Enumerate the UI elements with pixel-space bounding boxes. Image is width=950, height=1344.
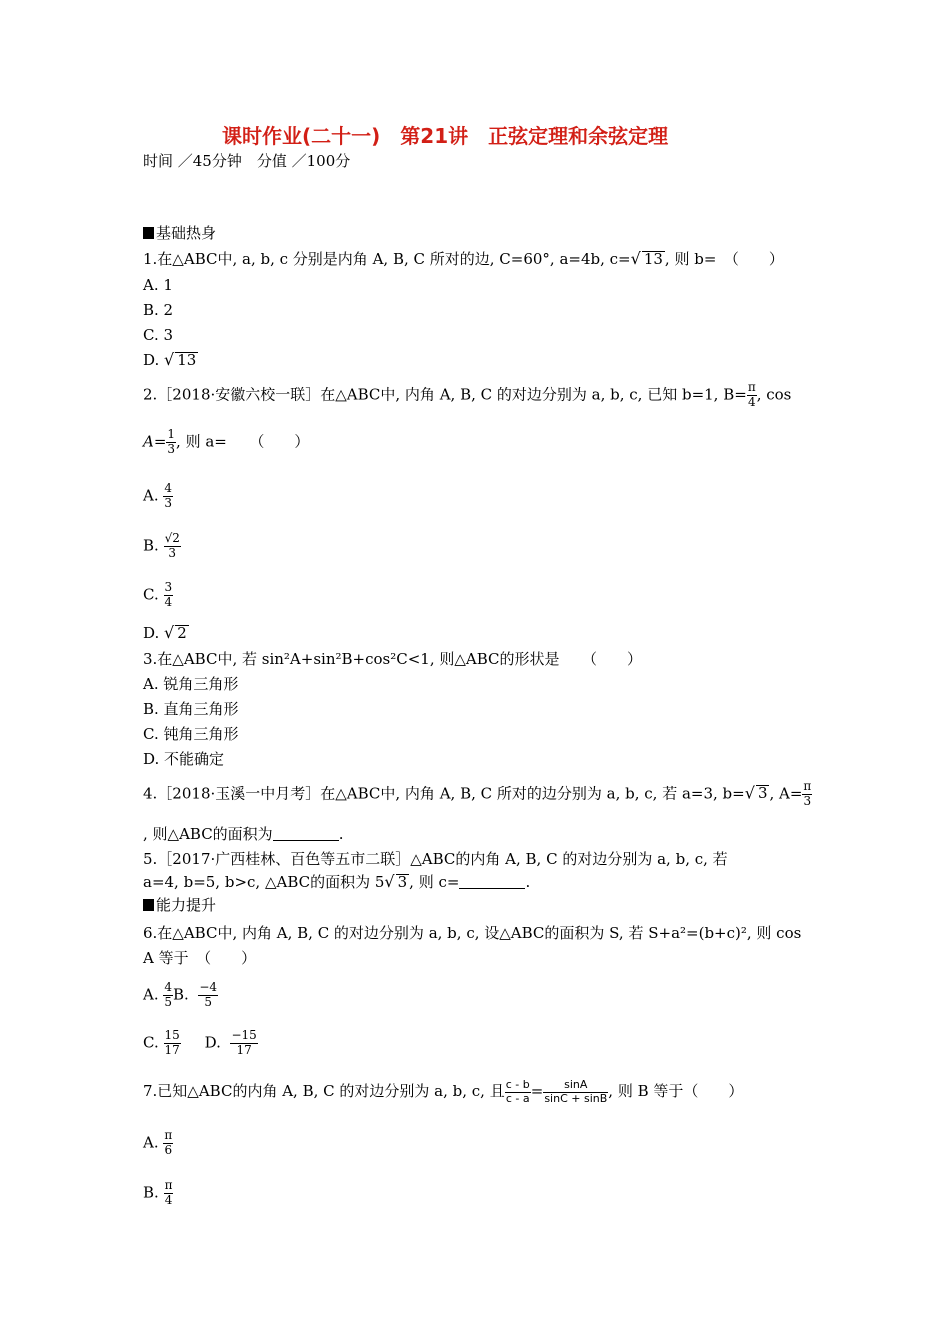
section-advanced — [143, 898, 216, 913]
page-title: 课时作业(二十一) 第21讲 正弦定理和余弦定理 — [222, 124, 669, 148]
q2-option-c: C. $\frac{3}{4}$ — [143, 580, 173, 609]
question-2-stem-line2: A= $\frac{1}{3}$ , 则 a= （ ） — [143, 427, 310, 456]
section-basic-label: 基础热身 — [156, 224, 217, 242]
q7-option-b: B. $\frac{\pi}{4}$ — [143, 1178, 173, 1207]
fraction-pi-over-4: $\frac{\pi}{4}$ — [747, 380, 756, 409]
question-5-stem-line2: a=4, b=5, b>c, △ABC的面积为 5√ 3 , 则 c= . — [143, 872, 531, 891]
answer-blank — [273, 827, 339, 841]
time-score-meta: 时间 ／45分钟 分值 ／100分 — [143, 152, 351, 170]
sqrt-13: 13 — [643, 250, 663, 268]
q3-option-c: C. 钝角三角形 — [143, 725, 239, 743]
question-3-stem: 3.在△ABC中, 若 sin²A+sin²B+cos²C<1, 则△ABC的形状是 （ ） — [143, 650, 643, 668]
q2-option-d: D. √ 2 — [143, 623, 187, 642]
section-marker-icon — [143, 899, 154, 911]
answer-blank — [459, 875, 525, 889]
q1-option-a: A. 1 — [143, 276, 173, 294]
q2-option-b: B. $\frac{√2}{3}$ — [143, 531, 180, 560]
q3-option-a: A. 锐角三角形 — [143, 675, 239, 693]
q1-option-d: D. √ 13 — [143, 350, 197, 369]
q3-option-d: D. 不能确定 — [143, 750, 225, 768]
question-4-stem: 4.［2018·玉溪一中月考］在△ABC中, 内角 A, B, C 所对的边分别为 a, b, c, 若 a=3, b=√ 3 , A= $\frac{\pi}{3}$ — [143, 779, 812, 808]
question-1-stem: 1.在△ABC中, a, b, c 分别是内角 A, B, C 所对的边, C=60°, a=4b, c=√ 13 , 则 b= （ ） — [143, 249, 784, 268]
q2-option-a: A. $\frac{4}{3}$ — [143, 481, 173, 510]
question-6-stem-line2: A 等于 （ ） — [143, 949, 257, 967]
question-5-stem: 5.［2017·广西桂林、百色等五市二联］△ABC的内角 A, B, C 的对边分别为 a, b, c, 若 — [143, 850, 728, 868]
question-4-stem-line2: , 则△ABC的面积为 . — [143, 825, 344, 843]
q7-option-a: A. $\frac{\pi}{6}$ — [143, 1128, 173, 1157]
section-marker-icon — [143, 227, 154, 239]
question-6-stem: 6.在△ABC中, 内角 A, B, C 的对边分别为 a, b, c, 设△ABC的面积为 S, 若 S+a²=(b+c)², 则 cos — [143, 924, 802, 942]
q6-options-cd: C. $\frac{15}{17}$ D. $\frac{-15}{17}$ — [143, 1028, 257, 1057]
q1-option-c: C. 3 — [143, 326, 174, 344]
section-advanced-label: 能力提升 — [156, 896, 217, 914]
question-2-stem: 2.［2018·安徽六校一联］在△ABC中, 内角 A, B, C 的对边分别为 a, b, c, 已知 b=1, B= $\frac{\pi}{4}$ , cos — [143, 380, 792, 409]
fraction-1-over-3: $\frac{1}{3}$ — [167, 427, 176, 456]
question-7-stem: 7.已知△ABC的内角 A, B, C 的对边分别为 a, b, c, 且 $\frac{c - b}{c - a}$ = $\frac{\sin A}{\sin C + \sin B}$ , 则 B 等于（ ） — [143, 1078, 744, 1105]
q1-option-b: B. 2 — [143, 301, 174, 319]
q6-options-ab: A. $\frac{4}{5}$ B. $\frac{-4}{5}$ — [143, 980, 218, 1009]
q3-option-b: B. 直角三角形 — [143, 700, 239, 718]
section-basic — [143, 226, 216, 241]
